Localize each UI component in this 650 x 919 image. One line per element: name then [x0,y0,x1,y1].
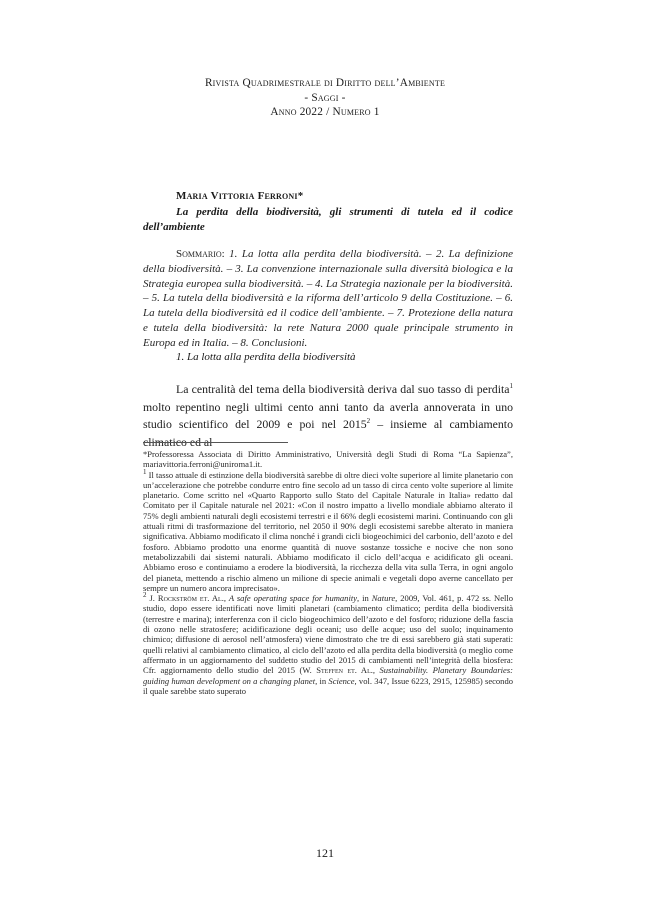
footnote-1-mark: 1 [143,467,147,476]
footnote-2-journal: Nature [371,593,396,604]
article-title-line2: dell’ambiente [143,221,205,233]
footnote-2-title2: Sustainability. Planetary Boundaries: guiding human development on a changing planet [143,665,513,686]
body-paragraph [143,381,513,451]
footnote-2-title: A safe operating space for humanity [226,593,357,604]
footnote-2-rest1: , 2009, Vol. 461, p. 472 ss. Nello studio, dopo essere identificati nove limiti planetari (cambiamento climatico; perdita della biodiversità (terrestre e marina); interferenza con il ciclo biogeochimico dell’azoto e del fosforo; riduzione della fascia di ozono nelle stratosfere; acidificazione degli oceani; uso delle acque; uso del suolo; inquinamento chimico; diffusione di aerosol nell’atmosfera) viene dimostrato che tre di essi sarebbero già stati superati: quelli relativi al cambiamento climatico, al ciclo dell’azoto ed alla perdita della biodiversità (o meglio come affermato in un aggiornamento del suddetto studio del 2015 di cambiamenti nell’integrità della biosfera: Cfr. aggiornamento dello studio del 2015 (W. [143,593,514,676]
footnote-2-comma: , [372,665,380,676]
journal-issue: Anno 2022 / Numero 1 [270,106,380,118]
article-title [143,205,513,235]
journal-section: - Saggi - [304,91,346,104]
footnote-2-in: , in [357,593,372,604]
footnote-ref-1[interactable]: 1 [509,382,513,391]
footnote-1 [143,467,513,594]
page-number: 121 [316,846,334,860]
article-title-line1: La perdita della biodiversità, gli strumenti di tutela ed il codice [176,206,513,218]
journal-header [0,76,650,120]
summary-items: 1. La lotta alla perdita della biodiversità. – 2. La definizione della biodiversità. – 3. La convenzione internazionale sulla diversità biologica e la Strategia europea sulla biodiversità. – 4. La Strategia nazionale per la biodiversità. – 5. La tutela della biodiversità e la riforma dell’articolo 9 della Costituzione. – 6. La tutela della biodiversità ed il codice dell’ambiente. – 7. Protezione della natura e tutela della biodiversità: la rete Natura 2000 quale principale strumento in Europa ed in Italia. – 8. Conclusioni. [143,248,513,349]
footnote-2-author: J. Rockström et. Al., [146,593,226,604]
body-text-2: molto repentino negli ultimi cento anni tanto da averla annoverata in uno studio scientifico del 2009 e poi nel 2015 [143,399,513,431]
footnote-2-in2: , in [315,675,329,686]
footnote-2-rest2: , vol. 347, Issue 6223, 2915, 125985) secondo il quale sarebbe stato superato [143,675,513,696]
body-text-3: – insieme al cambiamento climatico ed al [143,417,513,449]
table-of-contents [143,247,513,351]
footnote-2-journal2: Science [328,675,355,686]
footnotes [143,449,513,696]
footnote-star-text: *Professoressa Associata di Diritto Amministrativo, Università degli Studi di Roma “La Sapienza”, mariavittoria.ferroni@uniroma1.it. [143,449,513,470]
footnote-2 [143,593,513,696]
journal-name: Rivista Quadrimestrale di Diritto dell’Ambiente [204,77,446,89]
footnote-ref-2[interactable]: 2 [366,417,371,426]
footnote-2-mark: 2 [143,591,147,600]
footnote-1-text: Il tasso attuale di estinzione della biodiversità sarebbe di oltre dieci volte superiore al limite planetario con un’accelerazione che potrebbe condurre entro fine secolo ad un tasso di circa cento volte superiore al limite planetario. Come scritto nel «Quarto Rapporto sullo Stato del Capitale Naturale in Italia» redatto dal Comitato per il Capitale naturale nel 2021: «Con il nostro impatto a livello mondiale abbiamo alterato il 75% degli ambienti naturali degli ecosistemi terrestri e il 66% degli ecosistemi marini. Continuando con gli attuali ritmi di trasformazione del territorio, nel 2050 il 90% degli ecosistemi sarebbe alterato in maniera significativa. Abbiamo modificato il clima nonché i grandi cicli biogeochimici del carbonio, dell’azoto e del fosforo. Abbiamo prodotto una enorme quantità di nuove sostanze tossiche e nocive che non sono metabolizzabili dai sistemi naturali. Abbiamo modificato il ciclo dell’acqua e acidificato gli oceani. Abbiamo eroso e continuiamo a erodere la biodiversità, la ricchezza della vita sulla Terra, in ogni angolo del pianeta, mettendo a rischio almeno un milione di specie animali e vegetali dopo averne cancellato per sempre un numero ancora imprecisato». [143,469,513,593]
footnote-2-author2: Steffen et. Al. [316,665,373,676]
section-heading: 1. La lotta alla perdita della biodiversità [176,351,356,363]
footnote-star [143,449,513,470]
article-author: Maria Vittoria Ferroni* [176,190,304,202]
body-text-1: La centralità del tema della biodiversità deriva dal suo tasso di perdita [176,382,510,396]
summary-label: Sommario: [176,248,225,260]
footnote-separator [143,442,288,443]
